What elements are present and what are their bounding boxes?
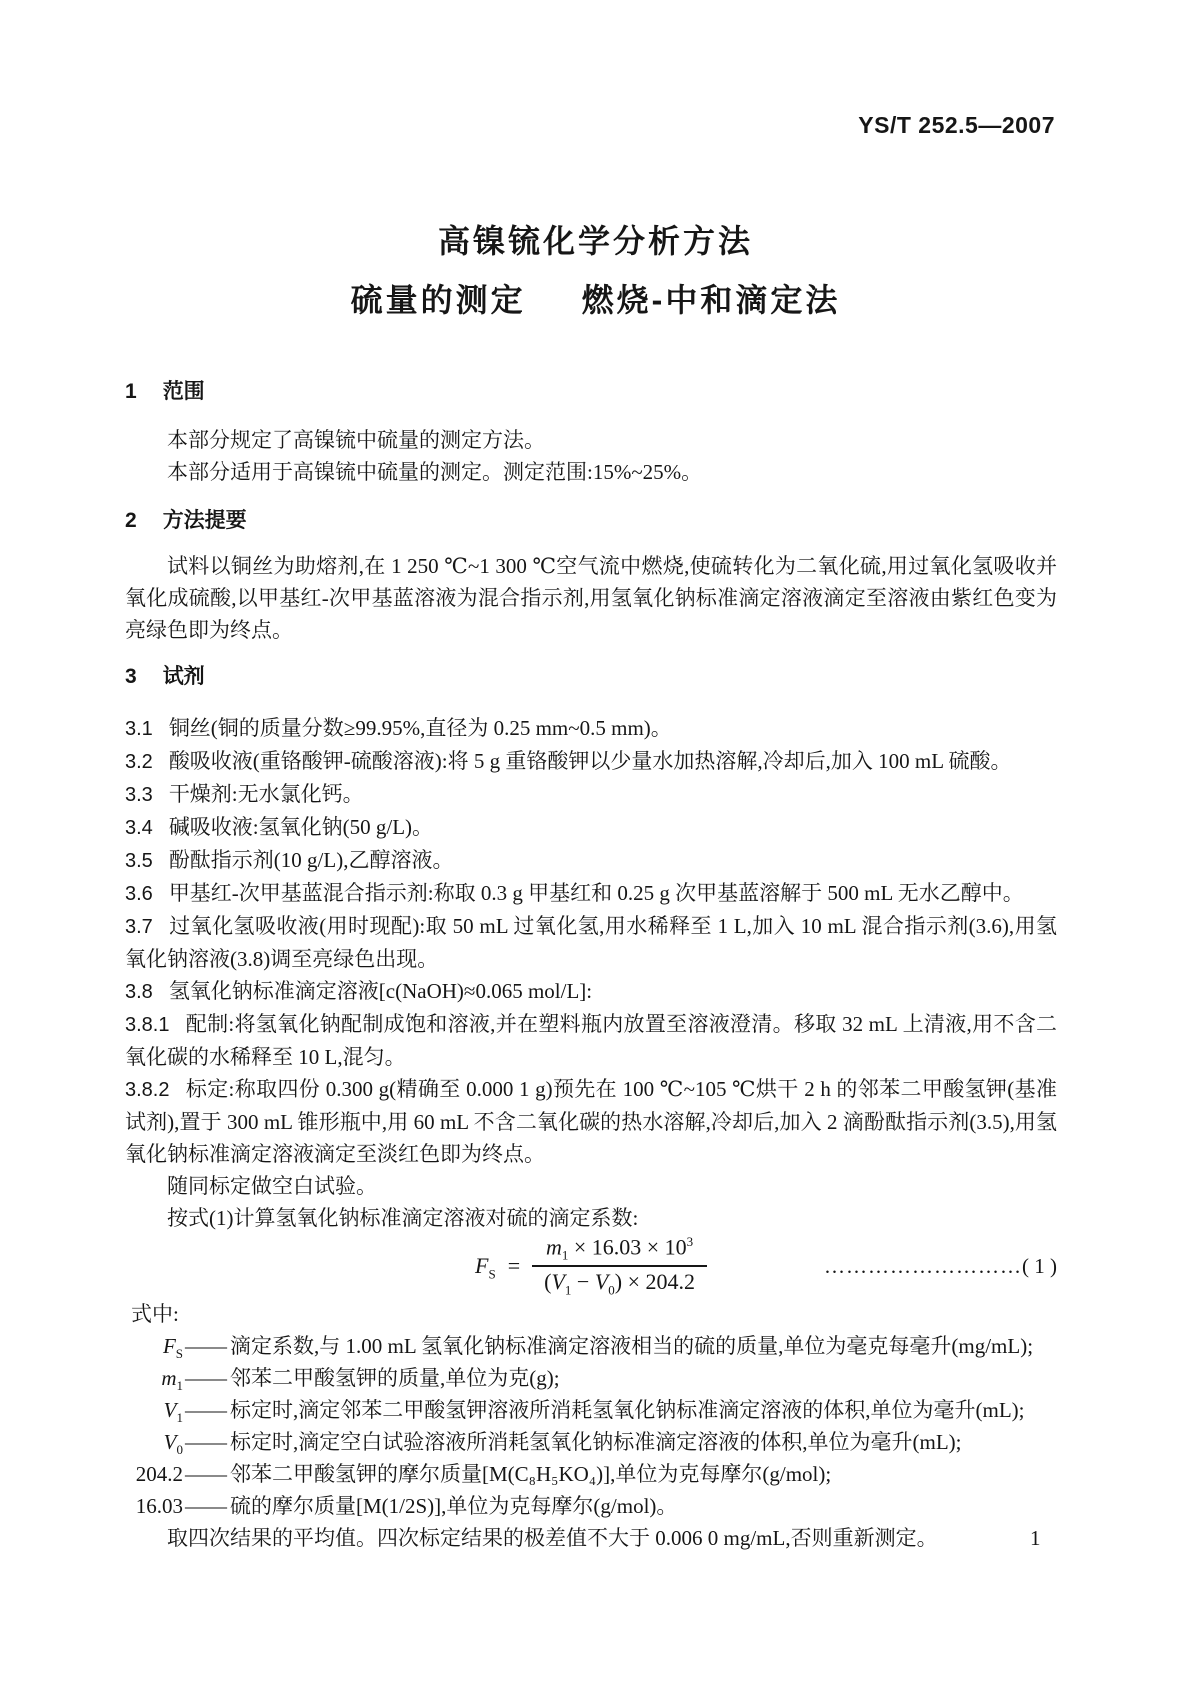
denominator-constants: ) × 204.2 <box>614 1269 695 1295</box>
definition-row <box>125 1394 1057 1426</box>
paragraph-formula-intro: 按式(1)计算氢氧化钠标准滴定溶液对硫的滴定系数: <box>167 1206 639 1230</box>
term-symbol: V <box>163 1398 177 1422</box>
clause-text: 酸吸收液(重铬酸钾-硫酸溶液):将 5 g 重铬酸钾以少量水加热溶解,冷却后,加入 100 mL 硫酸。 <box>168 749 1012 773</box>
definition-dash: —— <box>185 1366 227 1390</box>
clause-item-3-2 <box>125 745 1057 778</box>
clause-item-3-6 <box>125 877 1057 910</box>
closing-paragraph: 取四次结果的平均值。四次标定结果的极差值不大于 0.006 0 mg/mL,否则重新测定。 <box>167 1526 938 1550</box>
definition-row <box>125 1362 1057 1394</box>
clause-text: 配制:将氢氧化钠配制成饱和溶液,并在塑料瓶内放置至溶液澄清。移取 32 mL 上清液,用不含二氧化碳的水稀释至 10 L,混匀。 <box>125 1012 1057 1069</box>
definition-dash: —— <box>185 1398 227 1422</box>
where-label: 式中: <box>131 1302 179 1326</box>
numerator-constants: × 16.03 × 10 <box>568 1234 687 1260</box>
definition-desc: 邻苯二甲酸氢钾的摩尔质量[M(C₈H₅KO₄)],单位为克每摩尔(g/mol); <box>230 1462 832 1486</box>
definition-row <box>125 1426 1057 1458</box>
term-subscript: 1 <box>176 1410 183 1426</box>
term-symbol: V <box>163 1430 177 1454</box>
section-title: 范围 <box>162 380 205 403</box>
paragraph-blank-test: 随同标定做空白试验。 <box>167 1174 377 1198</box>
fraction <box>532 1235 707 1296</box>
formula-leader <box>824 1250 1057 1282</box>
clause-item-3-8 <box>125 975 1057 1008</box>
clause-text: 氢氧化钠标准滴定溶液[c(NaOH)≈0.065 mol/L]: <box>168 979 593 1003</box>
clause-number: 3.8.1 <box>125 1014 170 1036</box>
section-number: 2 <box>125 509 137 532</box>
definition-row <box>125 1330 1057 1362</box>
clause-text: 铜丝(铜的质量分数≥99.95%,直径为 0.25 mm~0.5 mm)。 <box>168 716 672 740</box>
subscript: 0 <box>608 1282 615 1298</box>
subscript: S <box>488 1266 496 1282</box>
section-2-heading <box>125 505 1057 537</box>
clause-item-3-8-1 <box>125 1008 1057 1073</box>
clause-number: 3.7 <box>125 916 153 938</box>
term-symbol: F <box>162 1334 176 1358</box>
equation <box>475 1235 707 1296</box>
clause-number: 3.1 <box>125 718 153 740</box>
paragraph-scope-1: 本部分规定了高镍锍中硫量的测定方法。 <box>167 428 545 452</box>
section-3-heading <box>125 661 1057 693</box>
definition-dash: —— <box>185 1494 227 1518</box>
definition-row <box>125 1490 1057 1522</box>
standard-code: YS/T 252.5—2007 <box>858 112 1055 138</box>
title-line2 <box>0 275 1191 321</box>
variable-V1: V <box>551 1269 565 1295</box>
definition-desc: 滴定系数,与 1.00 mL 氢氧化钠标准滴定溶液相当的硫的质量,单位为毫克每毫升(mg/mL); <box>230 1334 1034 1358</box>
clause-item-3-3 <box>125 778 1057 811</box>
document-body <box>125 376 1057 1554</box>
clause-number: 3.3 <box>125 784 153 806</box>
definition-desc: 标定时,滴定邻苯二甲酸氢钾溶液所消耗氢氧化钠标准滴定溶液的体积,单位为毫升(mL); <box>230 1398 1025 1422</box>
formula-lhs <box>475 1250 496 1282</box>
clause-item-3-7 <box>125 910 1057 975</box>
term-subscript: S <box>175 1346 183 1362</box>
definition-desc: 邻苯二甲酸氢钾的质量,单位为克(g); <box>230 1366 560 1390</box>
leader-dots: ……………………… <box>824 1254 1022 1278</box>
paren-open: ( <box>544 1269 552 1295</box>
term-subscript: 0 <box>176 1442 183 1458</box>
formula-1 <box>125 1234 1057 1298</box>
section-number: 3 <box>125 665 137 688</box>
section-title: 方法提要 <box>162 509 247 532</box>
definition-row <box>125 1458 1057 1490</box>
subscript: 1 <box>564 1282 572 1298</box>
definition-term <box>125 1458 183 1490</box>
definition-desc: 硫的摩尔质量[M(1/2S)],单位为克每摩尔(g/mol)。 <box>230 1494 678 1518</box>
definition-term <box>125 1330 183 1362</box>
equals-sign: = <box>507 1253 521 1278</box>
clause-item-3-4 <box>125 811 1057 844</box>
formula-number: ( 1 ) <box>1022 1254 1057 1278</box>
clause-item-3-5 <box>125 844 1057 877</box>
variable-V0: V <box>594 1269 609 1295</box>
title-method: 燃烧-中和滴定法 <box>581 282 841 318</box>
clause-text: 甲基红-次甲基蓝混合指示剂:称取 0.3 g 甲基红和 0.25 g 次甲基蓝溶解于 500 mL 无水乙醇中。 <box>168 881 1024 905</box>
title-line1: 高镍锍化学分析方法 <box>437 223 753 259</box>
clause-number: 3.8 <box>125 981 153 1003</box>
clause-text: 碱吸收液:氢氧化钠(50 g/L)。 <box>168 815 434 839</box>
clause-text: 标定:称取四份 0.300 g(精确至 0.000 1 g)预先在 100 ℃~105 ℃烘干 2 h 的邻苯二甲酸氢钾(基准试剂),置于 300 mL 锥形瓶中,用 60 mL 不含二氧化碳的热水溶解,冷却后,加入 2 滴酚酞指示剂(3.5),用氢氧化钠标准滴定溶液滴定至淡红色即为终点。 <box>125 1077 1057 1166</box>
document-title <box>0 216 1191 321</box>
paragraph-method-summary: 试料以铜丝为助熔剂,在 1 250 ℃~1 300 ℃空气流中燃烧,使硫转化为二氧化硫,用过氧化氢吸收并氧化成硫酸,以甲基红-次甲基蓝溶液为混合指示剂,用氢氧化钠标准滴定溶液滴定至溶液由紫红色变为亮绿色即为终点。 <box>125 554 1057 642</box>
clause-number: 3.8.2 <box>125 1079 170 1101</box>
definition-term <box>125 1394 183 1426</box>
term-symbol: m <box>161 1366 177 1390</box>
section-number: 1 <box>125 380 137 403</box>
subscript: 1 <box>561 1248 569 1264</box>
clause-item-3-1 <box>125 712 1057 745</box>
section-1-heading <box>125 376 1057 408</box>
clause-text: 酚酞指示剂(10 g/L),乙醇溶液。 <box>168 848 454 872</box>
clause-text: 干燥剂:无水氯化钙。 <box>168 782 364 806</box>
term-symbol: 16.03 <box>135 1494 183 1518</box>
section-title: 试剂 <box>162 665 205 688</box>
clause-number: 3.4 <box>125 817 153 839</box>
clause-number: 3.5 <box>125 850 153 872</box>
variable-FS: F <box>475 1253 489 1278</box>
definition-dash: —— <box>185 1430 227 1454</box>
definition-term <box>125 1490 183 1522</box>
paragraph-scope-2: 本部分适用于高镍锍中硫量的测定。测定范围:15%~25%。 <box>167 460 703 484</box>
definition-dash: —— <box>185 1334 227 1358</box>
page-number: 1 <box>1030 1526 1041 1550</box>
superscript: 3 <box>686 1234 694 1250</box>
definition-desc: 标定时,滴定空白试验溶液所消耗氢氧化钠标准滴定溶液的体积,单位为毫升(mL); <box>230 1430 962 1454</box>
clause-text: 过氧化氢吸收液(用时现配):取 50 mL 过氧化氢,用水稀释至 1 L,加入 10 mL 混合指示剂(3.6),用氢氧化钠溶液(3.8)调至亮绿色出现。 <box>125 914 1057 971</box>
definition-list <box>125 1330 1057 1522</box>
variable-m1: m <box>545 1234 562 1260</box>
clause-number: 3.6 <box>125 883 153 905</box>
title-measurand: 硫量的测定 <box>350 282 526 318</box>
definition-term <box>125 1362 183 1394</box>
term-subscript: 1 <box>176 1378 183 1394</box>
clause-item-3-8-2 <box>125 1073 1057 1170</box>
definition-dash: —— <box>185 1462 227 1486</box>
fraction-numerator <box>532 1235 707 1265</box>
fraction-denominator <box>532 1265 707 1296</box>
definition-term <box>125 1426 183 1458</box>
minus-sign: − <box>571 1269 595 1295</box>
clause-number: 3.2 <box>125 751 153 773</box>
term-symbol: 204.2 <box>135 1462 183 1486</box>
